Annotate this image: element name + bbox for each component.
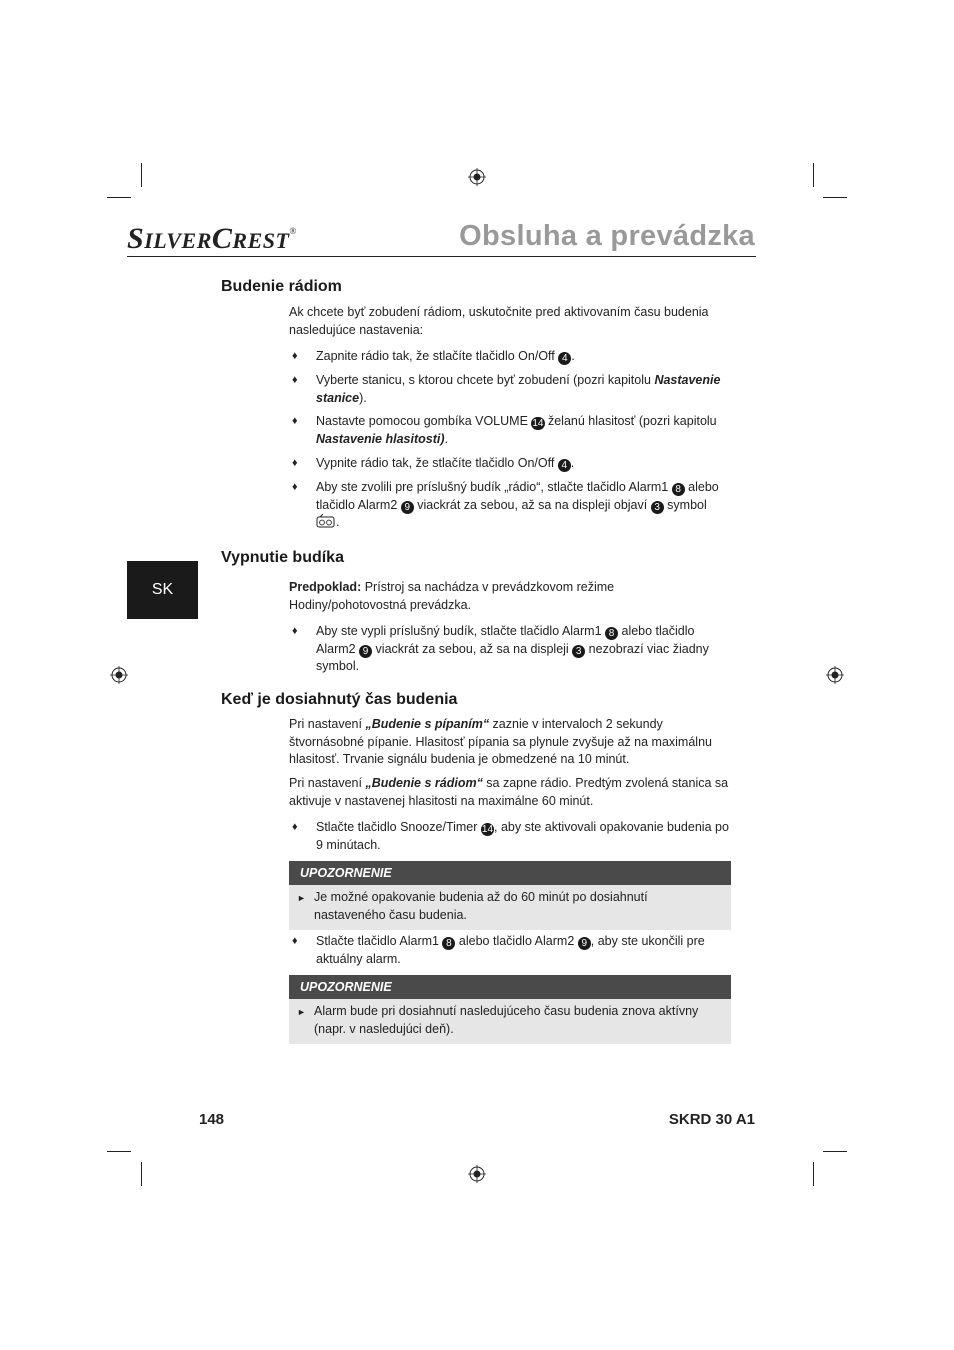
header-divider	[127, 256, 756, 257]
callout-number: 14	[481, 824, 494, 835]
brand-logo: SILVERCREST®	[127, 222, 297, 255]
registration-mark-icon	[468, 168, 486, 186]
note-body: ► Je možné opakovanie budenia až do 60 minút po dosiahnutí nastaveného času budenia.	[289, 885, 731, 930]
list-item: ♦ Aby ste vypli príslušný budík, stlačte tlačidlo Alarm1 8 alebo tlačidlo Alarm2 9 viackrát za sebou, až sa na displeji 3 nezobrazí viac žiadny symbol.	[292, 624, 709, 673]
diamond-bullet-icon: ♦	[292, 374, 298, 386]
registration-mark-icon	[468, 1165, 486, 1183]
note-heading: UPOZORNENIE	[289, 975, 731, 999]
section-heading-vypnutie-budika: Vypnutie budíka	[221, 549, 344, 566]
section-heading-ked-je-dosiahnuty-cas: Keď je dosiahnutý čas budenia	[221, 691, 458, 708]
list-item: ♦ Vyberte stanicu, s ktorou chcete byť zobudení (pozri kapitolu Nastavenie stanice).	[292, 373, 721, 405]
callout-number: 3	[651, 501, 664, 514]
list-item: ♦ Vypnite rádio tak, že stlačíte tlačidlo On/Off 4 .	[292, 456, 575, 471]
callout-number: 14	[532, 418, 544, 429]
arrow-right-icon: ►	[297, 893, 306, 903]
registration-mark-icon	[826, 666, 844, 684]
page-number: 148	[199, 1111, 225, 1128]
arrow-right-icon: ►	[297, 1007, 306, 1017]
callout-number: 4	[558, 352, 571, 365]
diamond-bullet-icon: ♦	[292, 350, 298, 362]
crop-mark	[107, 197, 131, 198]
crop-mark	[823, 197, 847, 198]
diamond-bullet-icon: ♦	[292, 415, 298, 427]
note-body: ► Alarm bude pri dosiahnutí nasledujúceho času budenia znova aktívny (napr. v nasledujúci deň).	[289, 999, 731, 1044]
callout-number: 9	[578, 937, 591, 950]
language-tab: SK	[127, 561, 198, 619]
section-heading-budenie-radiom: Budenie rádiom	[221, 278, 342, 295]
model-number: SKRD 30 A1	[668, 1111, 755, 1128]
diamond-bullet-icon: ♦	[292, 481, 298, 493]
crop-mark	[813, 163, 814, 187]
callout-number: 9	[359, 645, 372, 658]
list-item: ♦ Zapnite rádio tak, že stlačíte tlačidlo On/Off 4 .	[292, 349, 575, 364]
crop-mark	[823, 1151, 847, 1152]
callout-number: 8	[672, 483, 685, 496]
note-heading: UPOZORNENIE	[289, 861, 731, 885]
list-item: ♦ Stlačte tlačidlo Alarm1 8 alebo tlačidlo Alarm2 9 , aby ste ukončili pre aktuálny alarm.	[292, 934, 705, 966]
diamond-bullet-icon: ♦	[292, 935, 298, 947]
crop-mark	[107, 1151, 131, 1152]
section3-paragraph-1: Pri nastavení „Budenie s pípaním“ zaznie v intervaloch 2 sekundy štvornásobné pípanie. Hlasitosť pípania sa plynule zvyšuje až na maximálnu hlasitosť. Trvanie signálu budenia je obmedzené na 10 minút.	[289, 717, 712, 766]
callout-number: 9	[401, 501, 414, 514]
callout-number: 8	[605, 627, 618, 640]
list-item: ♦ Aby ste zvolili pre príslušný budík „rádio“, stlačte tlačidlo Alarm1 8 alebo tlačidlo Alarm2 9 viackrát za sebou, až sa na displeji objaví 3 symbol .	[292, 480, 719, 529]
crop-mark	[813, 1162, 814, 1186]
section2-prerequisite: Predpoklad: Prístroj sa nachádza v prevádzkovom režime Hodiny/pohotovostná prevádzka.	[289, 580, 615, 612]
diamond-bullet-icon: ♦	[292, 821, 298, 833]
registration-mark-icon	[110, 666, 128, 684]
list-item: ♦ Nastavte pomocou gombíka VOLUME 14 želanú hlasitosť (pozri kapitolu Nastavenie hlasitosti).	[292, 414, 717, 446]
section1-intro: Ak chcete byť zobudení rádiom, uskutočnite pred aktivovaním času budenia nasledujúce nastavenia:	[289, 305, 709, 337]
diamond-bullet-icon: ♦	[292, 457, 298, 469]
callout-number: 3	[572, 645, 585, 658]
section3-paragraph-2: Pri nastavení „Budenie s rádiom“ sa zapne rádio. Predtým zvolená stanica sa aktivuje v nastavenej hlasitosti na maximálne 60 minút.	[289, 776, 729, 808]
callout-number: 4	[558, 459, 571, 472]
page-title: Obsluha a prevádzka	[459, 220, 755, 252]
callout-number: 8	[442, 937, 455, 950]
crop-mark	[141, 163, 142, 187]
radio-alarm-symbol-icon	[316, 514, 336, 528]
list-item: ♦ Stlačte tlačidlo Snooze/Timer 14, aby ste aktivovali opakovanie budenia po 9 minútach.	[292, 820, 729, 852]
crop-mark	[141, 1162, 142, 1186]
diamond-bullet-icon: ♦	[292, 625, 298, 637]
